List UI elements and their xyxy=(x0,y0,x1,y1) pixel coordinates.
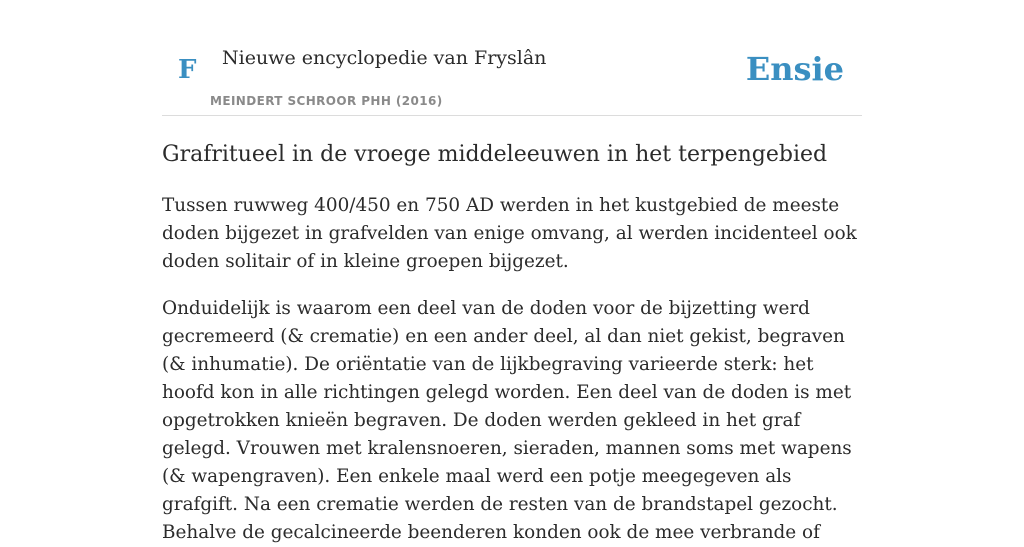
source-title-link[interactable]: Nieuwe encyclopedie van Fryslân xyxy=(222,47,547,69)
page-header xyxy=(162,0,862,116)
source-author-year: MEINDERT SCHROOR PHH (2016) xyxy=(210,94,443,108)
brand-logo[interactable]: Ensie xyxy=(745,50,844,88)
source-logo[interactable]: F xyxy=(178,55,197,85)
article-title: Grafritueel in de vroege middeleeuwen in het terpengebied xyxy=(162,142,828,167)
article-paragraph: Onduidelijk is waarom een deel van de doden voor de bijzetting werd gecremeerd (& crematie) en een ander deel, al dan niet gekist, begraven (& inhumatie). De oriëntatie van de lijkbegraving varieerde sterk: het hoofd kon in alle richtingen gelegd worden. Een deel van de doden is met opgetrokken knieën begraven. De doden werden gekleed in het graf gelegd. Vrouwen met kralensnoeren, sieraden, mannen soms met wapens (& wapengraven). Een enkele maal werd een potje meegegeven als grafgift. Na een crematie werden de resten van de brandstapel gezocht. Behalve de gecalcineerde beenderen konden ook de mee verbrande of xyxy=(162,298,852,543)
article-paragraph: Tussen ruwweg 400/450 en 750 AD werden in het kustgebied de meeste doden bijgezet in grafvelden van enige omvang, al werden incidenteel ook doden solitair of in kleine groepen bijgezet. xyxy=(162,195,857,272)
page xyxy=(162,0,862,543)
